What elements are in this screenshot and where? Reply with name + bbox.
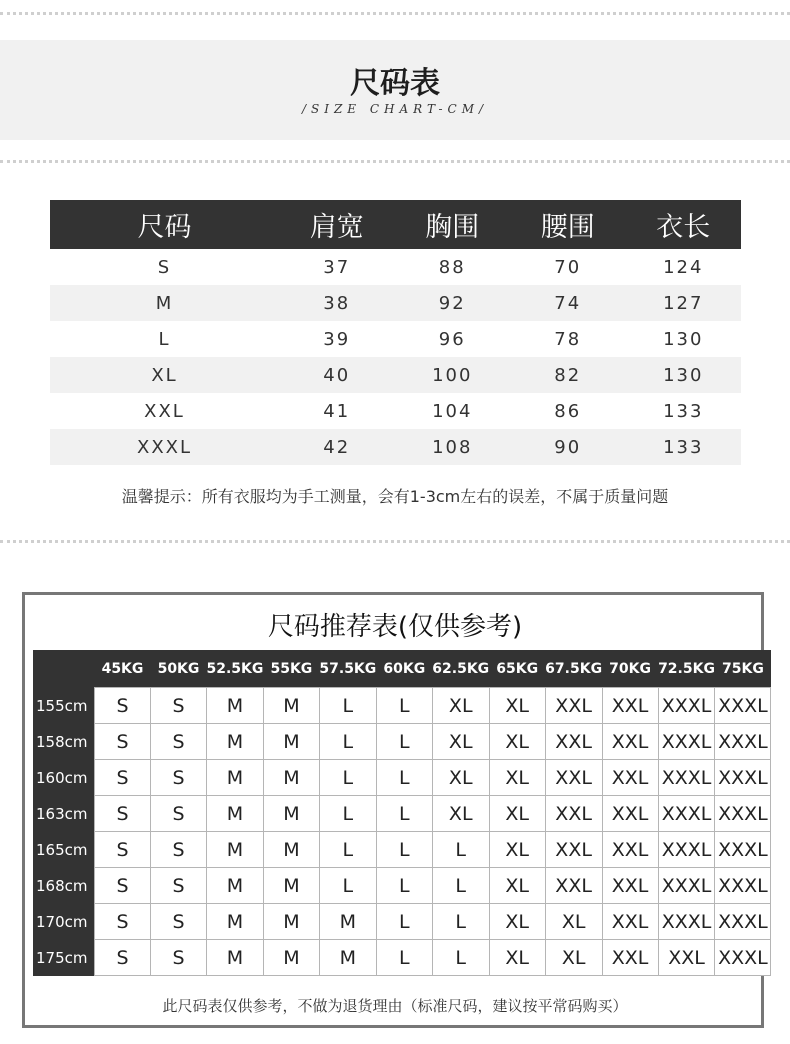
recommended-size-cell: L (376, 904, 432, 940)
recommendation-row (33, 832, 771, 868)
recommended-size-cell: XL (432, 688, 489, 724)
size-cell: XL (151, 364, 178, 386)
height-label: 163cm (33, 796, 95, 832)
weight-header: 62.5KG (432, 650, 489, 688)
weight-header: 65KG (489, 650, 545, 688)
size-cell: XXL (144, 400, 185, 422)
size-cell: 92 (438, 292, 466, 314)
size-cell: 82 (554, 364, 582, 386)
size-cell: 130 (663, 328, 704, 350)
recommended-size-cell: XXL (602, 688, 658, 724)
recommended-size-cell: L (376, 832, 432, 868)
recommended-size-cell: XL (489, 832, 545, 868)
recommendation-row (33, 796, 771, 832)
recommended-size-cell: L (319, 688, 376, 724)
recommended-size-cell: M (263, 832, 319, 868)
recommended-size-cell: S (95, 688, 151, 724)
recommendation-row (33, 940, 771, 976)
recommended-size-cell: M (207, 940, 264, 976)
header-length: 衣长 (656, 212, 711, 243)
recommended-size-cell: M (207, 688, 264, 724)
recommendation-row (33, 868, 771, 904)
weight-header: 67.5KG (545, 650, 602, 688)
header-shoulder: 肩宽 (309, 212, 364, 243)
recommended-size-cell: XL (432, 724, 489, 760)
size-cell: 86 (554, 400, 582, 422)
recommended-size-cell: XXXL (715, 868, 771, 904)
recommended-size-cell: S (95, 724, 151, 760)
recommended-size-cell: S (95, 796, 151, 832)
recommended-size-cell: XXXL (715, 796, 771, 832)
height-label: 165cm (33, 832, 95, 868)
size-cell: 130 (663, 364, 704, 386)
size-cell: 133 (663, 400, 704, 422)
weight-header: 60KG (376, 650, 432, 688)
recommended-size-cell: XXXL (715, 904, 771, 940)
size-cell: 100 (432, 364, 473, 386)
recommended-size-cell: M (207, 724, 264, 760)
size-chart-body (50, 249, 741, 465)
size-cell: 39 (323, 328, 351, 350)
recommendation-row (33, 904, 771, 940)
recommended-size-cell: M (319, 940, 376, 976)
recommended-size-cell: XXXL (658, 688, 715, 724)
recommended-size-cell: M (263, 760, 319, 796)
recommended-size-cell: L (432, 868, 489, 904)
size-cell: L (158, 328, 171, 350)
height-label: 168cm (33, 868, 95, 904)
recommended-size-cell: XXXL (658, 796, 715, 832)
recommended-size-cell: L (376, 688, 432, 724)
size-cell: 108 (432, 436, 473, 458)
size-cell: 74 (554, 292, 582, 314)
recommended-size-cell: S (95, 868, 151, 904)
size-cell: 104 (432, 400, 473, 422)
recommended-size-cell: XL (489, 940, 545, 976)
size-cell: 40 (323, 364, 351, 386)
recommendation-table (33, 650, 771, 976)
recommended-size-cell: XXL (602, 940, 658, 976)
recommended-size-cell: S (151, 832, 207, 868)
recommended-size-cell: L (376, 724, 432, 760)
size-cell: XXXL (136, 436, 193, 458)
size-row (50, 429, 741, 465)
recommended-size-cell: XL (489, 724, 545, 760)
recommended-size-cell: XL (432, 796, 489, 832)
recommendation-row (33, 760, 771, 796)
measurement-tip: 温馨提示：所有衣服均为手工测量，会有1-3cm左右的误差，不属于质量问题 (121, 487, 669, 506)
recommended-size-cell: L (319, 760, 376, 796)
recommended-size-cell: XXL (658, 940, 715, 976)
recommended-size-cell: XXL (602, 760, 658, 796)
recommended-size-cell: S (151, 868, 207, 904)
recommended-size-cell: M (207, 904, 264, 940)
recommendation-note: 此尺码表仅供参考，不做为退货理由（标准尺码，建议按平常码购买） (162, 997, 628, 1015)
recommended-size-cell: XXL (602, 832, 658, 868)
header-chest: 胸围 (425, 212, 480, 243)
recommended-size-cell: XXXL (658, 868, 715, 904)
weight-header: 52.5KG (207, 650, 264, 688)
recommended-size-cell: S (95, 760, 151, 796)
height-label: 155cm (33, 688, 95, 724)
recommended-size-cell: S (151, 760, 207, 796)
size-cell: M (155, 292, 174, 314)
header-dotted-divider (0, 160, 790, 163)
recommended-size-cell: XL (489, 688, 545, 724)
recommended-size-cell: XXXL (658, 904, 715, 940)
recommended-size-cell: S (151, 904, 207, 940)
size-row (50, 393, 741, 429)
recommended-size-cell: S (95, 940, 151, 976)
recommended-size-cell: M (207, 832, 264, 868)
recommended-size-cell: M (207, 868, 264, 904)
recommended-size-cell: XXXL (715, 724, 771, 760)
size-cell: 133 (663, 436, 704, 458)
recommended-size-cell: XXXL (715, 832, 771, 868)
weight-header: 70KG (602, 650, 658, 688)
corner-cell (33, 650, 95, 688)
recommended-size-cell: M (263, 904, 319, 940)
recommended-size-cell: S (151, 688, 207, 724)
recommended-size-cell: XL (545, 904, 602, 940)
size-row (50, 285, 741, 321)
size-chart-header-row (50, 200, 741, 249)
recommended-size-cell: XXL (545, 724, 602, 760)
recommended-size-cell: XL (489, 904, 545, 940)
recommended-size-cell: L (432, 832, 489, 868)
size-row (50, 321, 741, 357)
page-subtitle: /SIZE CHART-CM/ (301, 102, 489, 116)
recommended-size-cell: L (319, 796, 376, 832)
recommended-size-cell: M (263, 796, 319, 832)
size-row (50, 249, 741, 285)
recommended-size-cell: M (207, 796, 264, 832)
recommendation-title: 尺码推荐表(仅供参考) (267, 612, 523, 642)
size-cell: 88 (438, 256, 466, 278)
weight-header: 50KG (151, 650, 207, 688)
recommended-size-cell: L (432, 904, 489, 940)
recommended-size-cell: XXL (602, 904, 658, 940)
recommended-size-cell: XL (489, 760, 545, 796)
recommended-size-cell: S (151, 724, 207, 760)
size-cell: 96 (438, 328, 466, 350)
size-cell: 90 (554, 436, 582, 458)
weight-header: 45KG (95, 650, 151, 688)
recommended-size-cell: XXXL (658, 832, 715, 868)
recommended-size-cell: XL (489, 796, 545, 832)
size-cell: 38 (323, 292, 351, 314)
recommended-size-cell: L (376, 796, 432, 832)
size-cell: S (157, 256, 172, 278)
recommended-size-cell: XXL (545, 832, 602, 868)
recommended-size-cell: S (95, 904, 151, 940)
size-row (50, 357, 741, 393)
recommended-size-cell: XXL (545, 796, 602, 832)
recommended-size-cell: S (151, 940, 207, 976)
recommended-size-cell: M (263, 940, 319, 976)
recommended-size-cell: XL (489, 868, 545, 904)
recommended-size-cell: L (319, 832, 376, 868)
size-cell: 41 (323, 400, 351, 422)
recommended-size-cell: L (319, 724, 376, 760)
recommended-size-cell: L (376, 940, 432, 976)
recommended-size-cell: XXL (545, 760, 602, 796)
recommended-size-cell: XXL (602, 796, 658, 832)
recommended-size-cell: M (319, 904, 376, 940)
header-size: 尺码 (137, 212, 192, 243)
size-cell: 127 (663, 292, 704, 314)
recommended-size-cell: M (263, 868, 319, 904)
recommended-size-cell: M (207, 760, 264, 796)
height-label: 175cm (33, 940, 95, 976)
recommended-size-cell: L (319, 868, 376, 904)
size-cell: 42 (323, 436, 351, 458)
recommended-size-cell: XL (432, 760, 489, 796)
recommended-size-cell: XXXL (715, 940, 771, 976)
size-cell: 70 (554, 256, 582, 278)
weight-header: 57.5KG (319, 650, 376, 688)
recommended-size-cell: S (95, 832, 151, 868)
recommended-size-cell: XXXL (658, 724, 715, 760)
weight-header: 55KG (263, 650, 319, 688)
recommended-size-cell: XXXL (658, 760, 715, 796)
recommendation-body (33, 688, 771, 976)
height-label: 158cm (33, 724, 95, 760)
recommended-size-cell: XL (545, 940, 602, 976)
recommendation-row (33, 688, 771, 724)
recommended-size-cell: L (376, 760, 432, 796)
recommended-size-cell: XXL (545, 868, 602, 904)
weight-header: 75KG (715, 650, 771, 688)
weight-header-row (33, 650, 771, 688)
weight-header: 72.5KG (658, 650, 715, 688)
height-label: 160cm (33, 760, 95, 796)
recommended-size-cell: XXL (545, 688, 602, 724)
recommended-size-cell: XXXL (715, 688, 771, 724)
recommended-size-cell: L (376, 868, 432, 904)
recommended-size-cell: M (263, 688, 319, 724)
middle-dotted-divider (0, 540, 790, 543)
size-cell: 78 (554, 328, 582, 350)
header-waist: 腰围 (540, 212, 595, 243)
page-title: 尺码表 (350, 66, 440, 101)
size-cell: 37 (323, 256, 351, 278)
size-chart-table (50, 200, 741, 465)
recommended-size-cell: XXL (602, 724, 658, 760)
recommended-size-cell: L (432, 940, 489, 976)
recommended-size-cell: XXXL (715, 760, 771, 796)
recommended-size-cell: XXL (602, 868, 658, 904)
height-label: 170cm (33, 904, 95, 940)
recommended-size-cell: S (151, 796, 207, 832)
recommendation-row (33, 724, 771, 760)
recommended-size-cell: M (263, 724, 319, 760)
size-cell: 124 (663, 256, 704, 278)
top-dotted-divider (0, 12, 790, 15)
